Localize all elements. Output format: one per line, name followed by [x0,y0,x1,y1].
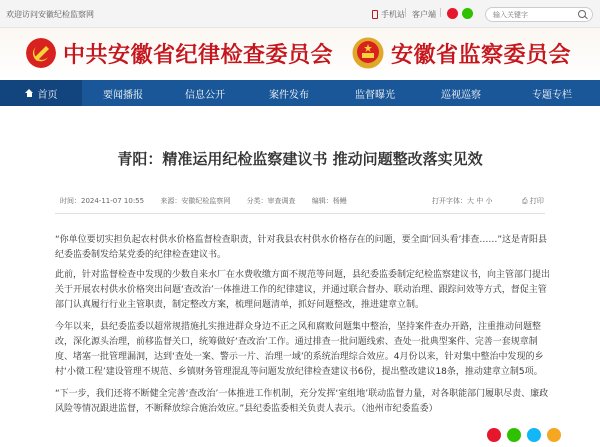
wechat-icon[interactable] [462,8,473,19]
print-button[interactable] [522,196,544,206]
article-paragraph: “下一步，我们还将不断健全完善‘查改治’一体推进工作机制，充分发挥‘室组地’联动监督力量，对各职能部门履职尽责、廉政风险等情况跟进监督，不断释放综合施治效应。”县纪委监委相关负责人表示。（池州市纪委监委） [55,389,549,414]
separator: | [439,8,443,18]
client-link[interactable] [412,9,436,20]
divider [55,213,545,214]
mobile-site-label: 手机站 [381,10,405,19]
nav-case-release[interactable] [246,80,332,106]
article-meta [60,196,361,206]
weibo-icon[interactable] [447,8,458,19]
font-size-switcher[interactable]: 打开字体：大 中 小 [432,197,493,205]
article-paragraph: “你单位要切实担负起农村供水价格监督检查职责，针对我县农村供水价格存在的问题，要全面‘回头看’排查……”这是青阳县纪委监委制发给某党委的纪律检查建议书。 [55,235,548,260]
client-label: 客户端 [412,10,436,19]
nav-label: 案件发布 [269,89,309,101]
search-box [485,7,593,22]
home-icon [25,89,34,97]
share-qzone-icon[interactable] [547,428,561,442]
print-icon: ⎙ [522,197,528,205]
nav-label: 监督曝光 [355,89,395,101]
article-paragraph: 此前，针对监督检查中发现的少数自来水厂在水费收缴方面不规范等问题，县纪委监委制定纪检监察建议书，向主管部门提出关于开展农村供水价格突出问题‘查改治’一体推进工作的纪律建议，并通过联合督办、联动治理、跟踪问效等方式，督促主管部门认真履行行业主管职责，制定整改方案，梳理问题清单，抓好问题整改，推进建章立制。 [55,270,551,310]
article-paragraph: 今年以来，县纪委监委以超常规措施扎实推进群众身边不正之风和腐败问题集中整治，坚持案件查办开路，注重推动问题整改，深化源头治理，前移监督关口，统筹做好‘查改治’工作。通过排查一批问题线索、查处一批典型案件、完善一套规章制度、堵塞一批管理漏洞，达到‘查处一案、警示一片、治理一域’的系统治理综合效应。4月份以来，针对集中整治中发现的乡村‘小微工程’建设管理不规范、乡镇财务管理混乱等问题发放纪律检查建议书6份，提出整改建议18条，推动建章立制5项。 [55,322,544,377]
nav-label: 巡视巡察 [441,89,481,101]
phone-icon [372,10,378,19]
article-source: 来源：安徽纪检监察网 [160,197,231,205]
national-emblem-icon [352,37,384,69]
nav-inspection[interactable] [418,80,504,106]
site-header [0,28,600,80]
nav-label: 专题专栏 [532,89,572,101]
mobile-site-link[interactable] [372,8,408,20]
print-label: 打印 [529,197,544,205]
share-weibo-icon[interactable] [487,428,501,442]
share-qq-icon[interactable] [527,428,541,442]
search-input[interactable] [493,9,575,20]
separator: | [404,8,408,18]
supervision-commission-title: 安徽省监察委员会 [391,42,572,68]
article-category: 分类：审查调查 [246,197,296,205]
top-utility-bar [0,0,600,28]
search-icon[interactable] [578,10,586,18]
nav-info-disclosure[interactable] [164,80,246,106]
nav-special-topics[interactable] [504,80,600,106]
main-nav [0,80,600,106]
party-emblem-icon [26,38,56,68]
welcome-text: 欢迎访问安徽纪检监察网 [6,10,94,19]
nav-news[interactable] [82,80,164,106]
nav-exposure[interactable] [332,80,418,106]
article-title: 青阳：精准运用纪检监察建议书 推动问题整改落实见效 [117,150,483,168]
publish-time: 时间：2024-11-07 10:55 [60,197,145,205]
nav-label: 首页 [37,89,58,101]
article-editor: 编辑：杨鳗 [311,197,347,205]
nav-home[interactable] [0,80,82,106]
nav-label: 要闻播报 [103,89,143,101]
cpc-commission-title: 中共安徽省纪律检查委员会 [63,42,334,68]
share-wechat-icon[interactable] [507,428,521,442]
nav-label: 信息公开 [185,89,225,101]
